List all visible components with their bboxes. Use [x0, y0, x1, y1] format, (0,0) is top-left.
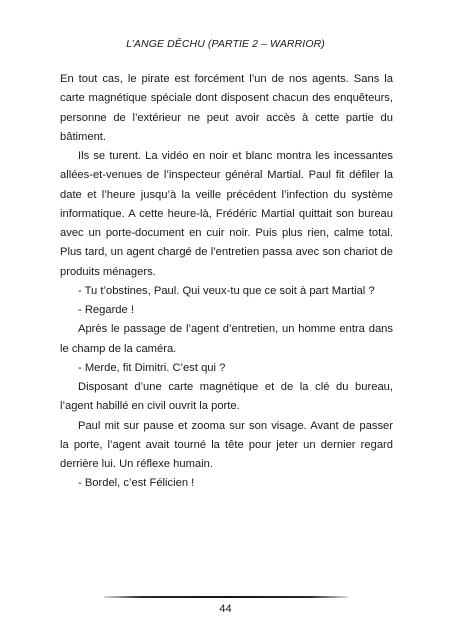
- body-text: [60, 70, 393, 494]
- paragraph-1: En tout cas, le pirate est forcément l’un de nos agents. Sans la carte magnétique spéciale dont disposent chacun des enquêteurs, personne de l’extérieur ne peut avoir accès à cette partie du bâtiment.: [60, 73, 393, 143]
- paragraph-6: - Merde, fit Dimitri. C’est qui ?: [78, 361, 226, 374]
- paragraph-2: Ils se turent. La vidéo en noir et blanc montra les incessantes allées-et-venues de l’inspecteur général Martial. Paul fit défiler la date et l’heure jusqu’à la veille précédent l’infection du système informatique. A cette heure-là, Frédéric Martial quittait son bureau avec un porte-document en cuir noir. Puis plus rien, calme total. Plus tard, un agent chargé de l’entretien passa avec son chariot de produits ménagers.: [60, 150, 393, 278]
- paragraph-3: - Tu t’obstines, Paul. Qui veux-tu que ce soit à part Martial ?: [78, 284, 375, 297]
- running-header: L’ANGE DÊCHU (PARTIE 2 – WARRIOR): [126, 38, 325, 50]
- paragraph-7: Disposant d’une carte magnétique et de la clé du bureau, l’agent habillé en civil ouvrit la porte.: [60, 381, 393, 413]
- paragraph-8: Paul mit sur pause et zooma sur son visage. Avant de passer la porte, l’agent avait tourné la tête pour jeter un dernier regard derrière lui. Un réflexe humain.: [60, 419, 393, 470]
- paragraph-5: Après le passage de l’agent d’entretien, un homme entra dans le champ de la caméra.: [60, 323, 393, 355]
- paragraph-9: - Bordel, c’est Félicien !: [78, 477, 195, 490]
- footer-rule: [104, 596, 348, 598]
- page-number: 44: [219, 603, 232, 615]
- paragraph-4: - Regarde !: [78, 304, 134, 316]
